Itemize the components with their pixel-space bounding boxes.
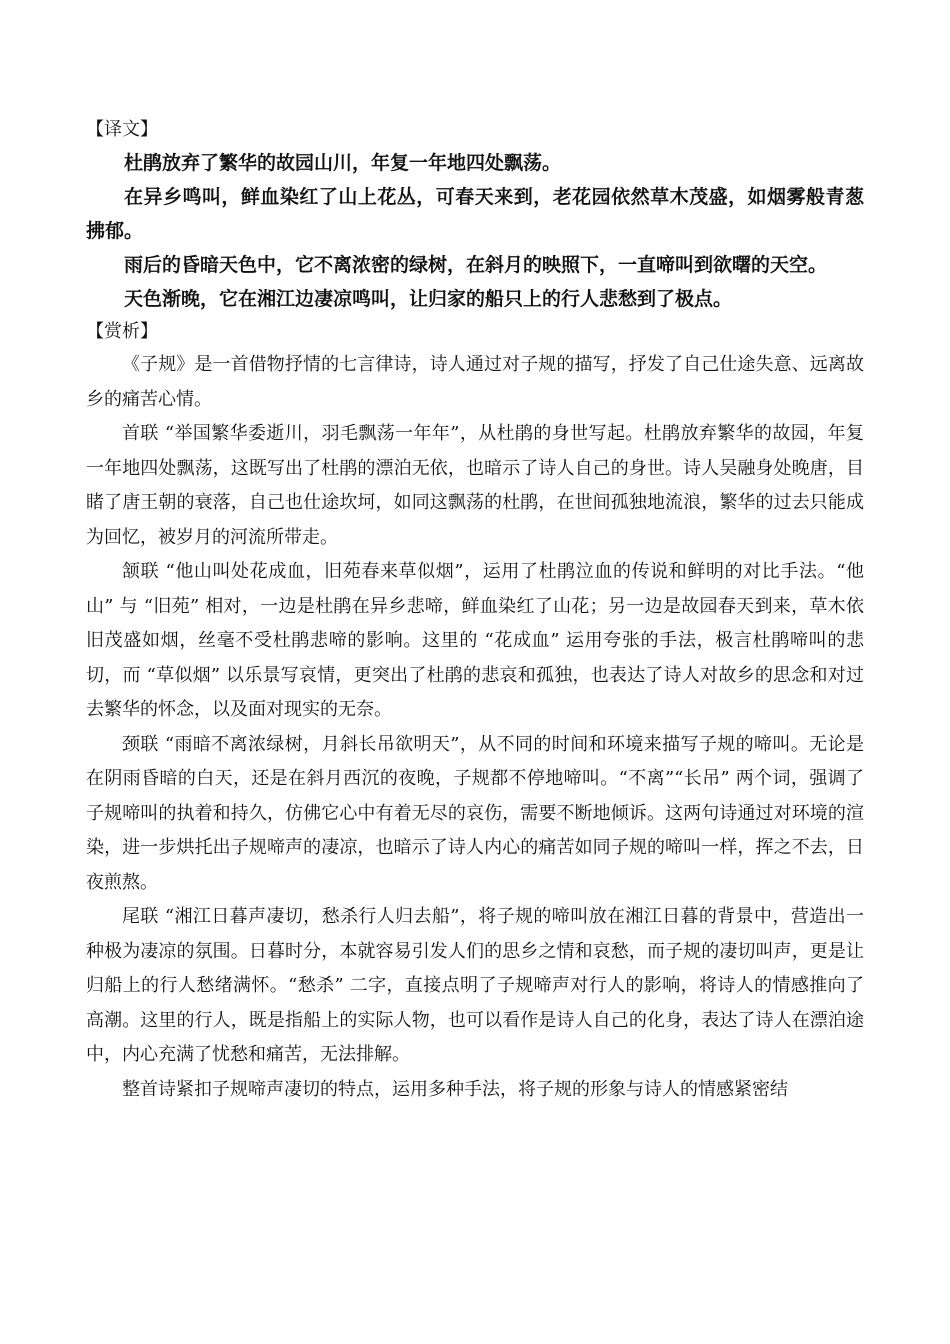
translation-line: 雨后的昏暗天色中，它不离浓密的绿树，在斜月的映照下，一直啼叫到欲曙的天空。 xyxy=(124,254,828,276)
appreciation-paragraph: 《子规》是一首借物抒情的七言律诗，诗人通过对子规的描写，抒发了自己仕途失意、远离故乡的痛苦心情。 xyxy=(86,354,864,410)
appreciation-paragraph: 颈联 “雨暗不离浓绿树，月斜长吊欲明天”，从不同的时间和环境来描写子规的啼叫。无论是在阴雨昏暗的白天，还是在斜月西沉的夜晚，子规都不停地啼叫。“不离”“长吊” 两个词，强调了子规啼叫的执着和持久，仿佛它心中有着无尽的哀伤，需要不断地倾诉。这两句诗通过对环境的渲染，进一步烘托出子规啼声的凄凉，也暗示了诗人内心的痛苦如同子规的啼叫一样，挥之不去，日夜煎熬。 xyxy=(86,733,864,893)
appreciation-paragraph: 整首诗紧扣子规啼声凄切的特点，运用多种手法，将子规的形象与诗人的情感紧密结 xyxy=(122,1078,788,1100)
translation-line: 在异乡鸣叫，鲜血染红了山上花丛，可春天来到，老花园依然草木茂盛，如烟雾般青葱拂郁。 xyxy=(86,186,864,242)
appreciation-paragraph: 颔联 “他山叫处花成血，旧苑春来草似烟”，运用了杜鹃泣血的传说和鲜明的对比手法。“他山” 与 “旧苑” 相对，一边是杜鹃在异乡悲啼，鲜血染红了山花；另一边是故园春天到来，草木依旧茂盛如烟，丝毫不受杜鹃悲啼的影响。这里的 “花成血” 运用夸张的手法，极言杜鹃啼叫的悲切，而 “草似烟” 以乐景写哀情，更突出了杜鹃的悲哀和孤独，也表达了诗人对故乡的思念和对过去繁华的怀念，以及面对现实的无奈。 xyxy=(86,561,864,720)
appreciation-paragraph: 尾联 “湘江日暮声凄切，愁杀行人归去船”，将子规的啼叫放在湘江日暮的背景中，营造出一种极为凄凉的氛围。日暮时分，本就容易引发人们的思乡之情和哀愁，而子规的凄切叫声，更是让归船上的行人愁绪满怀。“愁杀” 二字，直接点明了子规啼声对行人的影响，将诗人的情感推向了高潮。这里的行人，既是指船上的实际人物，也可以看作是诗人自己的化身，表达了诗人在漂泊途中，内心充满了忧愁和痛苦，无法排解。 xyxy=(86,906,864,1065)
translation-heading: 【译文】 xyxy=(86,119,158,140)
appreciation-paragraph: 首联 “举国繁华委逝川，羽毛飘荡一年年”，从杜鹃的身世写起。杜鹃放弃繁华的故园，年复一年地四处飘荡，这既写出了杜鹃的漂泊无依，也暗示了诗人自己的身世。诗人吴融身处晚唐，目睹了唐王朝的衰落，自己也仕途坎坷，如同这飘荡的杜鹃，在世间孤独地流浪，繁华的过去只能成为回忆，被岁月的河流所带走。 xyxy=(86,423,864,548)
document-page xyxy=(86,114,864,1107)
appreciation-heading: 【赏析】 xyxy=(86,321,158,342)
translation-line: 杜鹃放弃了繁华的故园山川，年复一年地四处飘荡。 xyxy=(124,152,562,174)
translation-line: 天色渐晚，它在湘江边凄凉鸣叫，让归家的船只上的行人悲愁到了极点。 xyxy=(124,288,733,310)
